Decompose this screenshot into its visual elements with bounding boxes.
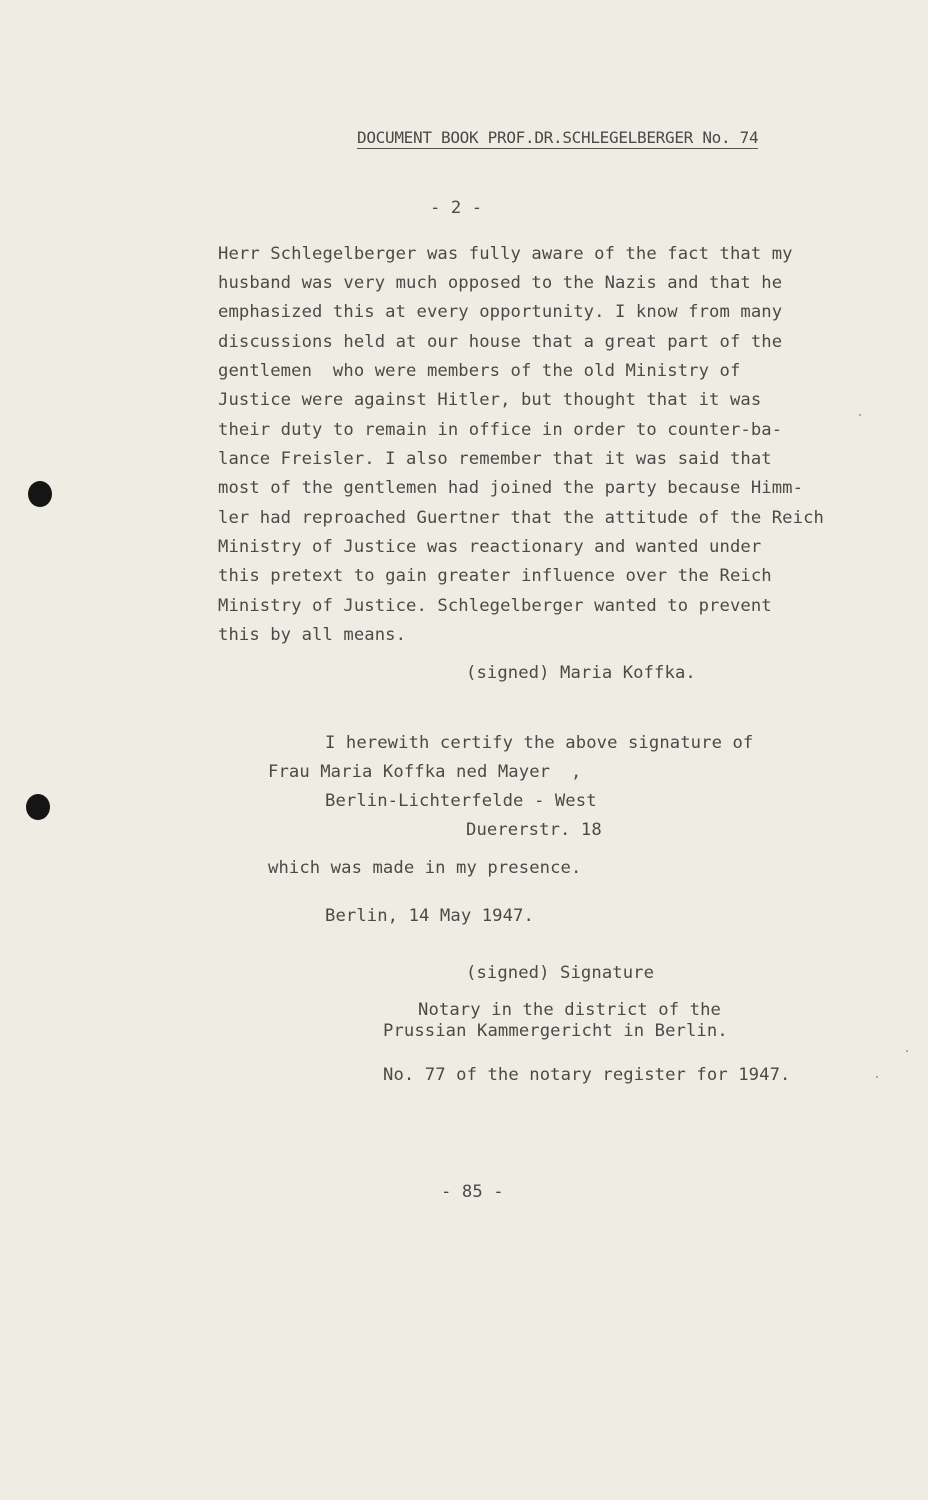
paper-speck	[859, 414, 861, 416]
signature-line: (signed) Maria Koffka.	[466, 663, 696, 683]
page-marker: - 2 -	[430, 198, 483, 218]
body-line: discussions held at our house that a great part of the	[218, 332, 783, 352]
body-line: Justice were against Hitler, but thought that it was	[218, 390, 762, 410]
punch-hole	[26, 794, 50, 820]
certified-person-street: Duererstr. 18	[466, 820, 602, 840]
body-line: ler had reproached Guertner that the attitude of the Reich	[218, 508, 824, 528]
body-line: Herr Schlegelberger was fully aware of the fact that my	[218, 244, 793, 264]
punch-hole	[28, 481, 52, 507]
certification-presence: which was made in my presence.	[268, 858, 582, 878]
certified-person-name: Frau Maria Koffka ned Mayer ,	[268, 762, 582, 782]
notary-title-line-1: Notary in the district of the	[418, 1000, 721, 1020]
body-line: lance Freisler. I also remember that it was said that	[218, 449, 772, 469]
paper-speck	[876, 1076, 878, 1078]
certified-person-district: Berlin-Lichterfelde - West	[325, 791, 597, 811]
body-line: emphasized this at every opportunity. I know from many	[218, 302, 783, 322]
body-line: their duty to remain in office in order to counter-ba-	[218, 420, 783, 440]
body-line: gentlemen who were members of the old Ministry of	[218, 361, 741, 381]
document-header: DOCUMENT BOOK PROF.DR.SCHLEGELBERGER No. 74	[357, 128, 759, 147]
body-line: most of the gentlemen had joined the party because Himm-	[218, 478, 804, 498]
notary-title-line-2: Prussian Kammergericht in Berlin.	[383, 1021, 728, 1041]
place-and-date: Berlin, 14 May 1947.	[325, 906, 534, 926]
page-number: - 85 -	[441, 1182, 504, 1202]
body-line: husband was very much opposed to the Nazis and that he	[218, 273, 783, 293]
body-line: this by all means.	[218, 625, 407, 645]
body-line: this pretext to gain greater influence over the Reich	[218, 566, 772, 586]
notary-signature-line: (signed) Signature	[466, 963, 655, 983]
certification-text: I herewith certify the above signature of	[325, 733, 754, 753]
body-line: Ministry of Justice was reactionary and wanted under	[218, 537, 762, 557]
paper-speck	[906, 1050, 908, 1052]
notary-register-line: No. 77 of the notary register for 1947.	[383, 1065, 791, 1085]
body-line: Ministry of Justice. Schlegelberger wanted to prevent	[218, 596, 772, 616]
